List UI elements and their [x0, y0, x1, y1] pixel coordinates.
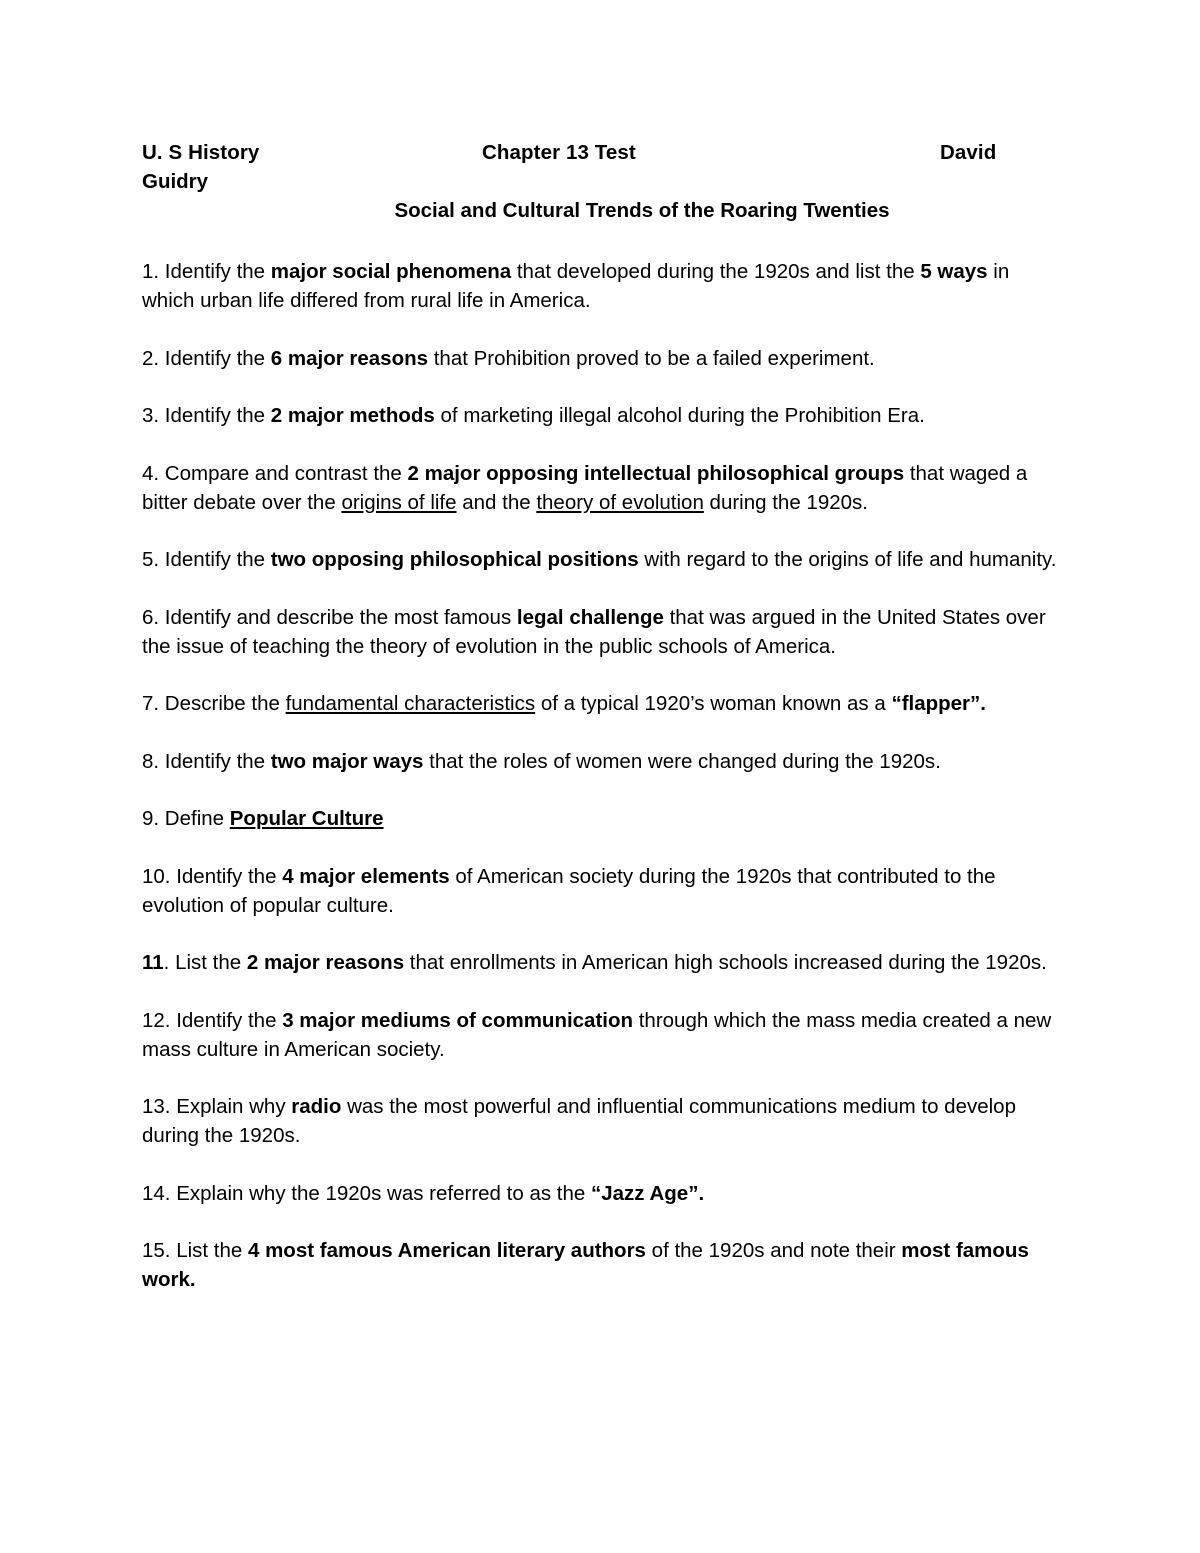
question-text-run: that Prohibition proved to be a failed experiment.	[428, 346, 875, 370]
question-text-run: 15. List the	[142, 1239, 248, 1262]
question-text-run: that developed during the 1920s and list the	[511, 260, 921, 283]
question-text-run: Popular Culture	[229, 807, 384, 830]
document-title: Social and Cultural Trends of the Roaring Twenties	[394, 199, 890, 222]
teacher-last-name: Guidry	[142, 170, 209, 193]
question-text-run: with regard to the origins of life and humanity.	[638, 548, 1057, 571]
question-text-run: 2. Identify the	[142, 346, 271, 370]
question-item	[142, 804, 1060, 833]
question-text-run: . List the	[163, 951, 247, 974]
question-item	[142, 862, 1060, 920]
question-text-run: of a typical 1920’s woman known as a	[535, 692, 892, 715]
question-item	[142, 1236, 1060, 1294]
question-text-run: 1. Identify the	[142, 260, 271, 283]
question-text-run: origins of life	[341, 490, 457, 514]
question-text-run: of American society during the 1920s that contributed to the evolution of popular culture.	[142, 864, 996, 917]
question-text-run: and the	[456, 490, 537, 514]
question-item	[142, 344, 1060, 373]
question-text-run: 2 major reasons	[246, 951, 405, 974]
question-text-run: of the 1920s and note their	[645, 1239, 902, 1262]
document-header	[142, 141, 1058, 171]
question-text-run: in which urban life differed from rural life in America.	[142, 260, 1010, 312]
question-text-run: “flapper”.	[891, 692, 986, 715]
question-text-run: 4 major elements	[282, 864, 450, 888]
question-item	[142, 1006, 1060, 1064]
question-text-run: “Jazz Age”.	[590, 1181, 705, 1205]
question-text-run: that waged a bitter debate over the	[142, 461, 1028, 514]
question-text-run: major social phenomena	[270, 260, 512, 283]
question-text-run: 14. Explain why the 1920s was referred to as the	[142, 1181, 591, 1205]
question-text-run: 4. Compare and contrast the	[142, 461, 408, 485]
question-text-run: 5 ways	[920, 260, 988, 283]
question-text-run: 6 major reasons	[270, 346, 429, 370]
question-text-run: legal challenge	[516, 605, 664, 629]
question-text-run: through which the mass media created a new mass culture in American society.	[142, 1008, 1052, 1061]
question-item	[142, 545, 1060, 574]
question-text-run: 5. Identify the	[142, 548, 271, 571]
question-text-run: radio	[291, 1095, 342, 1118]
question-text-run: two opposing philosophical positions	[270, 548, 639, 571]
question-item	[142, 401, 1060, 430]
question-item	[142, 948, 1060, 977]
question-text-run: most famous work.	[142, 1239, 1029, 1291]
question-list	[142, 257, 1060, 1323]
question-text-run: 3. Identify the	[142, 404, 271, 427]
question-text-run: fundamental characteristics	[285, 692, 536, 715]
teacher-first-name: David	[940, 141, 997, 164]
question-text-run: 3 major mediums of communication	[282, 1008, 634, 1032]
question-text-run: 7. Describe the	[142, 692, 286, 715]
question-text-run: during the 1920s.	[703, 490, 868, 514]
question-item	[142, 747, 1060, 776]
question-item	[142, 459, 1060, 517]
question-item	[142, 257, 1060, 315]
question-text-run: 11	[142, 951, 164, 974]
question-text-run: of marketing illegal alcohol during the Prohibition Era.	[434, 404, 925, 427]
question-item	[142, 689, 1060, 718]
question-item	[142, 1092, 1060, 1150]
question-item	[142, 1179, 1060, 1208]
question-text-run: 9. Define	[142, 807, 230, 830]
question-item	[142, 603, 1060, 661]
question-text-run: 13. Explain why	[142, 1095, 292, 1118]
question-text-run: that enrollments in American high schools increased during the 1920s.	[404, 951, 1047, 974]
question-text-run: 8. Identify the	[142, 749, 271, 773]
question-text-run: two major ways	[270, 749, 424, 773]
test-name: Chapter 13 Test	[482, 141, 636, 164]
question-text-run: 10. Identify the	[142, 864, 283, 888]
question-text-run: 12. Identify the	[142, 1008, 283, 1032]
question-text-run: that was argued in the United States over the issue of teaching the theory of evolution in the public schools of America.	[142, 605, 1046, 658]
question-text-run: 4 most famous American literary authors	[247, 1239, 646, 1262]
question-text-run: that the roles of women were changed during the 1920s.	[423, 749, 941, 773]
question-text-run: 2 major opposing intellectual philosophical groups	[407, 461, 905, 485]
question-text-run: 2 major methods	[270, 404, 435, 427]
question-text-run: was the most powerful and influential communications medium to develop during the 1920s.	[142, 1095, 1016, 1147]
question-text-run: theory of evolution	[536, 490, 704, 514]
question-text-run: 6. Identify and describe the most famous	[142, 605, 517, 629]
course-name: U. S History	[142, 141, 260, 164]
